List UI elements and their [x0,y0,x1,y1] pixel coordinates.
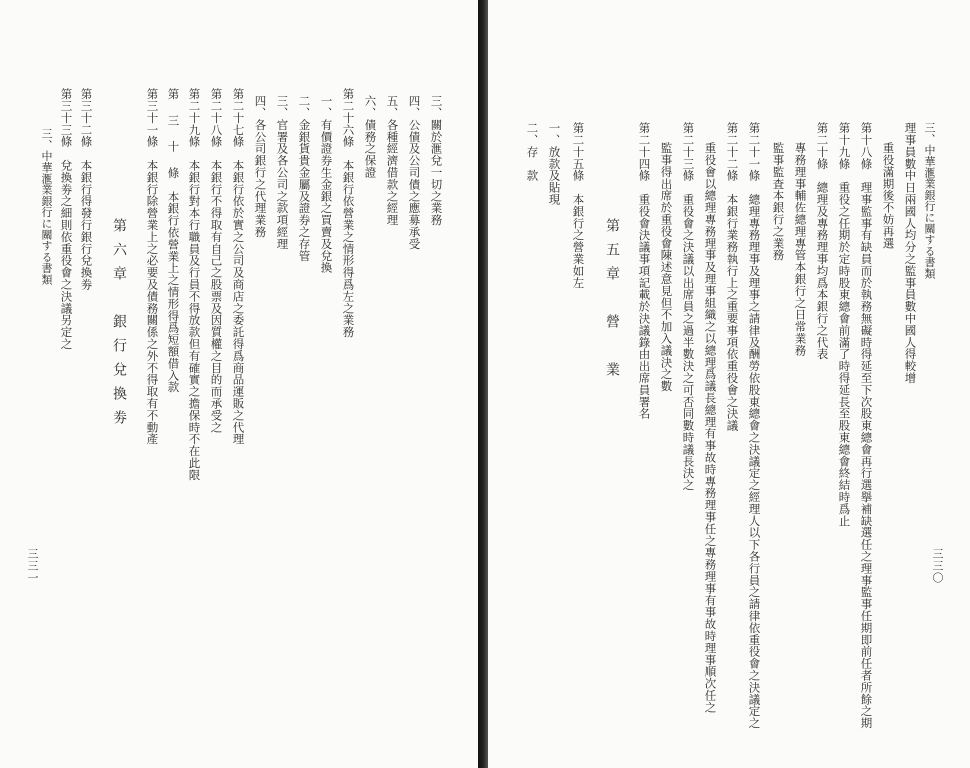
text-column: 專務理事輔佐總理專管本銀行之日常業務 [793,142,808,357]
text-column: 第二十八條 本銀行不得取有自己之股票及因質權之目的而承受之 [209,88,224,434]
text-column: 三、官署及各公司之款項經理 [275,95,290,250]
text-column: 第二十三條 重役會之決議以出席員之過半數決之可否同數時議長決之 [681,122,696,491]
text-column: 一、放款及貼現 [547,122,562,206]
left-page [0,0,478,768]
text-column: 二、存 款 [525,122,540,182]
page-number: 三三〇 [931,548,944,584]
text-column: 第二十六條 本銀行依營業之情形得爲左之業務 [341,88,356,338]
text-column: 第三十二條 本銀行得發行銀行兌換劵 [79,88,94,291]
text-column: 第二十九條 本銀行對本行職員及行員不得放款但有確實之擔保時不在此限 [187,88,202,481]
text-column: 第二十條 總理及專務理事均爲本銀行之代表 [815,122,830,360]
page-number: 三三一 [26,548,39,584]
text-column: 第三十三條 兌換劵之細則依重役會之決議另定之 [59,88,74,350]
text-column: 第十九條 重役之任期於定時股東總會前滿了時得延長至股東總會終結時爲止 [837,122,852,527]
text-column: 第二十七條 本銀行依於實之公司及商店之委託得爲商品運販之代理 [231,88,246,445]
running-head: 三、中華滙業銀行に關する書類 [923,122,936,279]
text-column: 重役會以總理專務理事及理事組織之以總理爲議長總理有事故時專務理事任之專務理事有事故時理事順次任之 [703,142,718,714]
text-column: 二、金銀貨貴金屬及證券之存管 [297,95,312,262]
running-head: 三、中華滙業銀行に關する書類 [40,128,53,285]
text-column: 第二十四條 重役會決議事項記載於決議錄由出席員署名 [637,122,652,420]
text-column: 第二十五條 本銀行之營業如左 [571,122,586,289]
text-column: 重役滿期後不妨再選 [881,142,896,250]
chapter-heading: 第六章 銀行兌換劵 [111,218,127,434]
text-column: 一、有價證券生金銀之買賣及兌換 [319,95,334,274]
text-column: 第二十二條 本銀行業務執行上之重要事項依重役會之決議 [725,122,740,432]
text-column: 四、各公司銀行之代理業務 [253,95,268,238]
text-column: 第十八條 理事監事有缺員而於執務無礙時得延至下次股東總會再行選擧補缺選任之理事監事任期即前任者所餘之期 [859,122,874,729]
text-column: 第二十一條 總理專務理事及理事之請律及酬勞依股東總會之決議定之經理人以下各行員之請律依重役會之決議定之 [747,122,762,729]
binding-gutter [478,0,488,768]
right-page [488,0,970,768]
text-column: 四、公債及公司債之應募承受 [407,95,422,250]
text-column: 監事監査本銀行之業務 [771,142,786,261]
chapter-heading: 第五章 營 業 [604,218,620,386]
text-column: 五、各種經濟借款之經理 [385,95,400,226]
text-column: 理事員數中日兩國人均分之監事員數中國人得較增 [903,122,918,384]
text-column: 第 三 十 條 本銀行依營業上之情形得爲短額借入款 [166,88,181,393]
text-column: 三、關於滙兌一切之業務 [429,95,444,226]
text-column: 第三十一條 本銀行除營業上之必要及債務關係之外不得取有不動產 [145,88,160,445]
text-column: 監事得出席於重役會陳述意見但不加入議決之數 [659,142,674,392]
text-column: 六、債務之保證 [363,95,378,179]
